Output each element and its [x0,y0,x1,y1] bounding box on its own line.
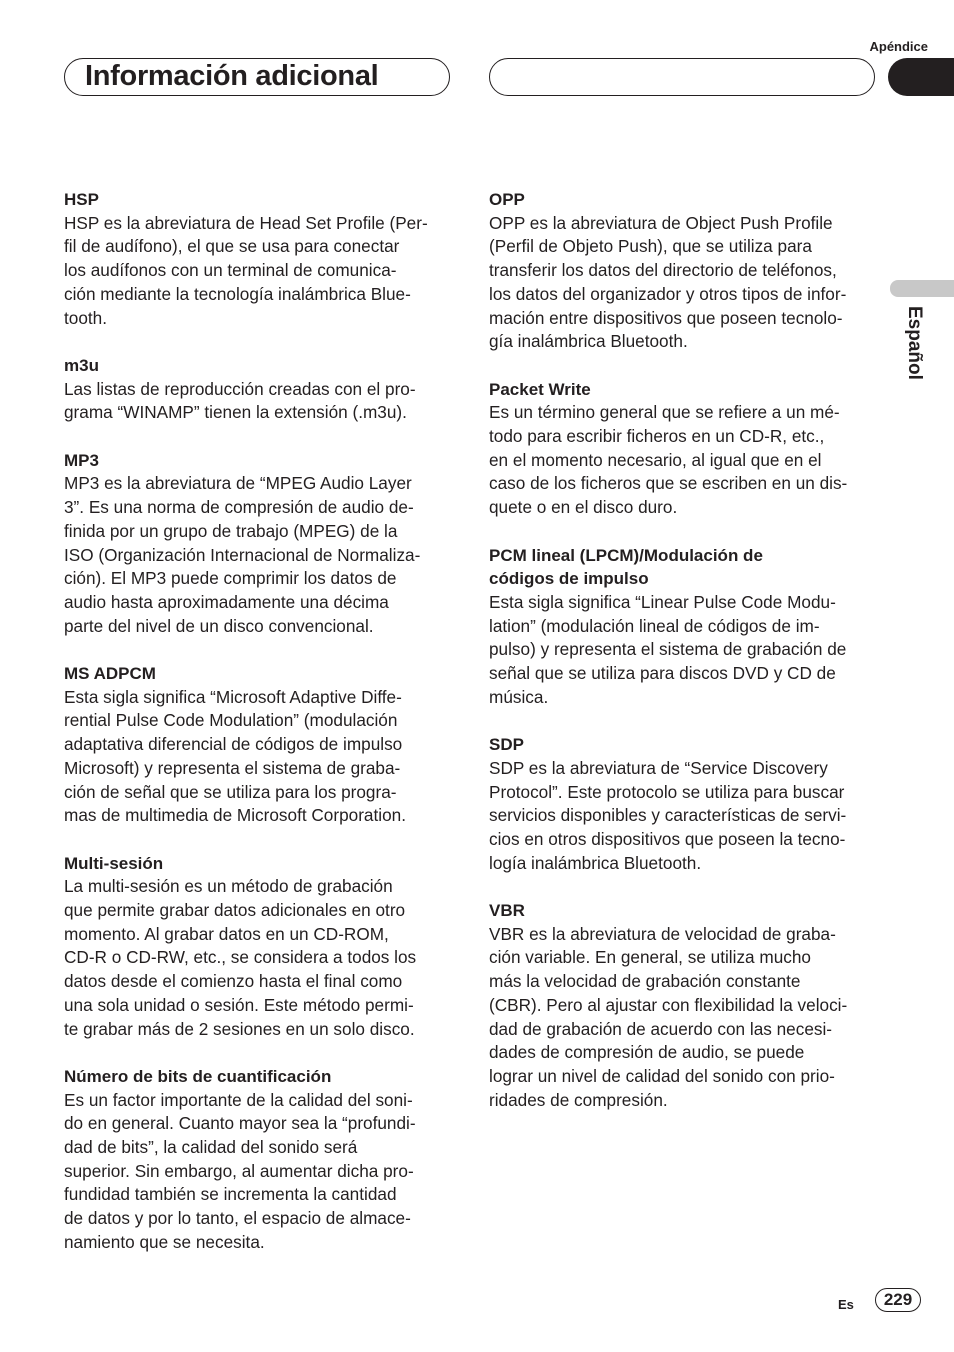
glossary-term: Número de bits de cuantificación [64,1066,332,1086]
glossary-entry [64,354,452,425]
page-number: 229 [875,1288,921,1312]
glossary-entry [64,449,452,639]
page-title-box [64,58,450,96]
glossary-definition: HSP es la abreviatura de Head Set Profile (Per- fil de audífono), el que se usa para conectar los audífonos con un terminal de comunica- ción mediante la tecnología inalámbrica Blue- tooth. [64,212,428,328]
glossary-definition: Es un factor importante de la calidad del soni- do en general. Cuanto mayor sea la “profundi- dad de bits”, la calidad del sonido será superior. Sin embargo, al aumentar dicha pro- fundidad también se incrementa la cantidad de datos y por lo tanto, el espacio de almace- namiento que se necesita. [64,1089,416,1252]
glossary-entry [489,378,877,520]
glossary-term: HSP [64,190,99,209]
glossary-entry [489,188,877,354]
glossary-definition: MP3 es la abreviatura de “MPEG Audio Layer 3”. Es una norma de compresión de audio de- finida por un grupo de trabajo (MPEG) de la ISO (Organización Internacional de Normaliza- ción). El MP3 puede comprimir los datos de audio hasta aproximadamente una décima parte del nivel de un disco convencional. [64,473,421,636]
right-column [489,188,877,1136]
glossary-term: Multi-sesión [64,853,164,873]
glossary-definition: Esta sigla significa “Linear Pulse Code Modu- lation” (modulación lineal de códigos de im- pulso) y representa el sistema de grabación de señal que se utiliza para discos DVD y CD de música. [489,591,847,707]
glossary-term: OPP [489,190,525,209]
glossary-definition: Esta sigla significa “Microsoft Adaptive Diffe- rential Pulse Code Modulation” (modulación adaptativa diferencial de códigos de impulso Microsoft) y representa el sistema de graba- ción de señal que se utiliza para los progra- mas de multimedia de Microsoft Corporation. [64,686,406,826]
glossary-definition: SDP es la abreviatura de “Service Discovery Protocol”. Este protocolo se utiliza para buscar servicios disponibles y características de servi- cios en otros dispositivos que poseen la tecno- logía inalámbrica Bluetooth. [489,757,847,873]
glossary-term: VBR [489,901,525,921]
glossary-term: MP3 [64,450,99,470]
glossary-term: Packet Write [489,379,591,399]
header-black-tab [888,58,954,96]
section-label: Apéndice [869,39,928,54]
glossary-definition: Es un término general que se refiere a un mé- todo para escribir ficheros en un CD-R, etc., en el momento necesario, al igual que en el caso de los ficheros que se escriben en un dis- quete o en el disco duro. [489,402,848,518]
page-title: Información adicional [85,60,379,92]
glossary-entry [489,733,877,875]
glossary-definition: OPP es la abreviatura de Object Push Profile (Perfil de Objeto Push), que se utiliza para transferir los datos del directorio de teléfonos, los datos del organizador y otros tipos de infor- mación entre dispositivos que poseen tecnolo- gía inalámbrica Bluetooth. [489,212,847,352]
header-empty-box [489,58,875,96]
language-tab-label: Español [904,306,925,380]
glossary-entry [489,899,877,1112]
glossary-term: SDP [489,735,524,755]
glossary-entry [64,1065,452,1255]
left-column [64,188,452,1278]
footer-language-code: Es [838,1297,854,1312]
glossary-entry [64,662,452,828]
glossary-entry [489,544,877,710]
glossary-term: PCM lineal (LPCM)/Modulación de códigos de impulso [489,545,763,589]
glossary-entry [64,188,452,330]
language-tab-marker [890,280,954,297]
glossary-definition: Las listas de reproducción creadas con el pro- grama “WINAMP” tienen la extensión (.m3u). [64,378,416,423]
glossary-definition: La multi-sesión es un método de grabación que permite grabar datos adicionales en otro momento. Al grabar datos en un CD-ROM, CD-R o CD-RW, etc., se considera a todos los datos desde el comienzo hasta el final como una sola unidad o sesión. Este método permi- te grabar más de 2 sesiones en un solo disco. [64,876,417,1039]
glossary-entry [64,852,452,1042]
glossary-term: m3u [64,355,99,375]
glossary-definition: VBR es la abreviatura de velocidad de graba- ción variable. En general, se utiliza mucho más la velocidad de grabación constante (CBR). Pero al ajustar con flexibilidad la veloci- dad de grabación de acuerdo con las necesi- dades de compresión de audio, se puede lograr un nivel de calidad del sonido con prio- ridades de compresión. [489,923,848,1110]
glossary-term: MS ADPCM [64,664,156,684]
